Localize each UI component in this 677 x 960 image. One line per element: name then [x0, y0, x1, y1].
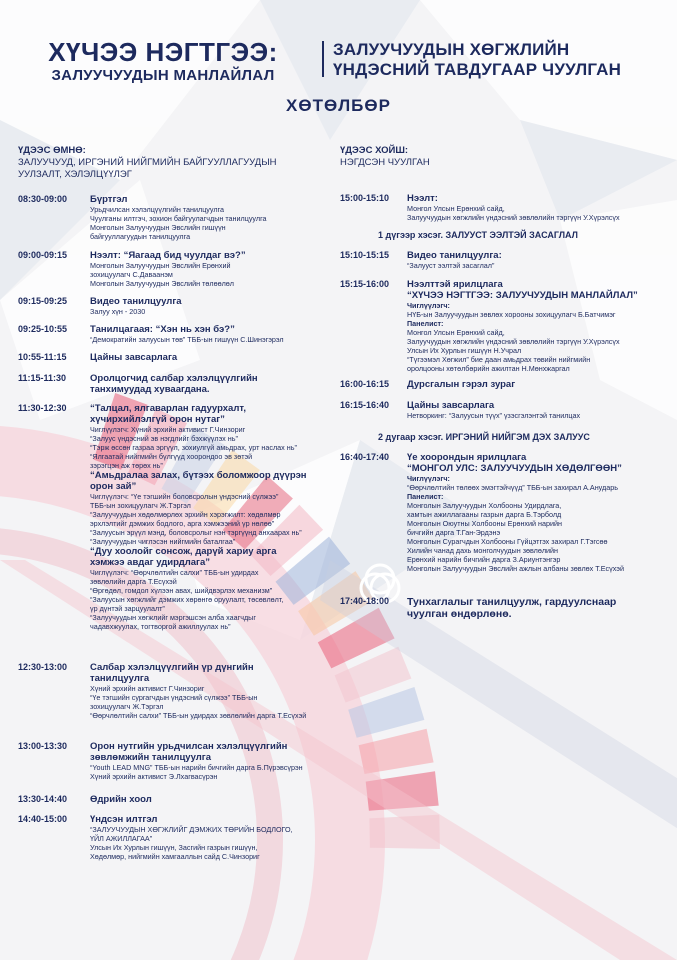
session-detail: зохицуулагч Ж.Тэргэл [90, 702, 164, 711]
session-block [90, 296, 182, 316]
session-detail: Панелист: [407, 319, 444, 328]
header-divider [322, 41, 324, 77]
time-slot: 15:10-15:15 [340, 250, 390, 260]
header-right-line1: ЗАЛУУЧУУДЫН ХӨГЖЛИЙН [333, 40, 570, 59]
header-title: ХҮЧЭЭ НЭГТГЭЭ: [48, 37, 278, 67]
session-title: “ХҮЧЭЭ НЭГТГЭЭ: ЗАЛУУЧУУДЫН МАНЛАЙЛАЛ” [407, 290, 638, 301]
session-title: орон зай” [90, 481, 137, 492]
session-detail: Урьдчилсан хэлэлцүүлгийн танилцуулга [90, 205, 224, 214]
session-detail: “Залуус үндэсний эв нэгдлийг бэхжүүлэх нь” [90, 434, 238, 443]
session-detail: үр дүнтэй зарцуулалт” [90, 604, 165, 613]
session-detail: Монгол Улсын Ерөнхий сайд, [407, 328, 505, 337]
header-right-line2: ҮНДЭСНИЙ ТАВДУГААР ЧУУЛГАН [333, 60, 622, 79]
section-line: УУЛЗАЛТ, ХЭЛЭЛЦҮҮЛЭГ [18, 169, 132, 180]
session-detail: зохицуулагч С.Даваанэм [90, 270, 173, 279]
session-detail: “Залуусын хөгжлийг дэмжих хөрөнгө оруулалт, төсөвлөлт, [90, 595, 284, 604]
session-detail: НҮБ-ын Залуучуудын зөвлөх хорооны зохицуулагч Б.Батчимэг [407, 310, 616, 319]
session-title: Цайны завсарлага [407, 400, 495, 411]
session-block [90, 814, 293, 861]
session-detail: Монголын Оюутны Холбооны Ерөнхий нарийн [407, 519, 562, 528]
session-detail: Ерөнхий нарийн бичгийн дарга З.Ариунтэнгэр [407, 555, 561, 564]
session-detail: Хөдөлмөр, нийгмийн хамгааллын сайд С.Чинзориг [90, 852, 260, 861]
session-title: Цайны завсарлага [90, 352, 178, 363]
session-title: Дурсгалын гэрэл зураг [407, 379, 516, 390]
session-detail: хамтын ажиллагааны газрын дарга Б.Тэрболд [407, 510, 562, 519]
session-title: хүчирхийлэлгүй орон нутаг” [90, 414, 225, 425]
time-slot: 08:30-09:00 [18, 194, 68, 204]
time-slot: 09:00-09:15 [18, 250, 68, 260]
session-detail: “Демократийн залуусын төв” ТББ-ын гишүүн С.Шинэгэрэл [90, 335, 284, 344]
section-label: ҮДЭЭС ХОЙШ: [340, 145, 409, 156]
session-detail: чадавхжуулах, тогтворгой ажиллуулах нь” [90, 622, 231, 631]
session-block [90, 794, 152, 805]
session-detail: “Youth LEAD MNG” ТББ-ын нарийн бичгийн дарга Б.Пүрэвсүрэн [90, 763, 303, 772]
session-title: “Амьдралаа залах, бүтээх боломжоор дүүрэн [90, 470, 307, 481]
session-detail: Улсын Их Хурлын гишүүн Н.Учрал [407, 346, 522, 355]
session-detail: Залуу хүн - 2030 [90, 307, 146, 316]
session-detail: оролцооны хөтөлбөрийн ажилтан Н.Мөнхжаргал [407, 364, 570, 373]
afternoon-section-heading [340, 145, 430, 169]
session-title: танилцуулга [90, 673, 150, 684]
session-detail: Монголын Залуучуудын Эвслийн ажлын албаны зөвлөх Т.Есүхэй [407, 564, 624, 573]
part-heading: 2 дугаар хэсэг. ИРГЭНИЙ НИЙГЭМ ДЭХ ЗАЛУУС [378, 432, 590, 442]
session-title: Нээлттэй ярилцлага [407, 279, 503, 290]
time-slot: 11:15-11:30 [18, 373, 67, 383]
time-slot: 13:00-13:30 [18, 741, 68, 751]
session-detail: Панелист: [407, 492, 444, 501]
session-detail: “Тэрж өссөн газраа эргүүл, зохиулгүй амьдрах, урт наслах нь” [90, 443, 297, 452]
session-detail: Монгол Улсын Ерөнхий сайд, [407, 204, 505, 213]
session-block [90, 403, 307, 631]
session-block [407, 452, 624, 573]
session-title: Салбар хэлэлцүүлгийн үр дүнгийн [90, 662, 254, 673]
session-detail: Чуулганы илтгэч, зохион байгуулагчдын танилцуулга [90, 214, 267, 223]
session-detail: Чиглүүлэгч: “Үе тэгшийн боловсролын үндэсний сүлжээ” [90, 492, 279, 501]
section-label: ҮДЭЭС ӨМНӨ: [18, 145, 86, 156]
time-slot: 10:55-11:15 [18, 352, 67, 362]
session-title: “МОНГОЛ УЛС: ЗАЛУУЧУУДЫН ХӨДӨЛГӨӨН” [407, 463, 622, 474]
session-title: Видео танилцуулга: [407, 250, 502, 261]
session-detail: “Залуучуудын хөгжлийг мэргэшсэн алба хаагчдыг [90, 613, 256, 622]
session-block [90, 250, 246, 288]
session-title: Тунхаглалыг танилцуулж, гардуулснаар [407, 596, 617, 608]
time-slot: 17:40-18:00 [340, 596, 390, 606]
session-detail: Нетворкинг: “Залуусын түүх” үзэсгэлэнтэй танилцах [407, 411, 581, 420]
session-detail: ҮЙЛ АЖИЛЛАГАА” [90, 834, 153, 843]
header-right [333, 40, 663, 80]
session-block [407, 193, 620, 222]
session-detail: Чиглүүлэгч: [407, 301, 450, 310]
session-detail: “Залуусын эрүүл мэнд, боловсролыг нэн тэргүүнд анхаарах нь” [90, 528, 302, 537]
session-detail: байгууллагуудын танилцуулга [90, 232, 191, 241]
session-block [407, 250, 502, 270]
session-title: “Талцал, ялгаварлан гадуурхалт, [90, 403, 246, 414]
session-block [90, 324, 284, 344]
session-title: Танилцагаая: “Хэн нь хэн бэ?” [90, 324, 235, 335]
section-line: НЭГДСЭН ЧУУЛГАН [340, 157, 430, 168]
session-block [407, 400, 580, 420]
session-detail: Монголын Залуучуудын Холбооны Удирдлага, [407, 501, 562, 510]
session-block [407, 379, 515, 390]
session-detail: Монголын Залуучуудын Эвслийн төлөөлөл [90, 279, 234, 288]
session-title: Нээлт: [407, 193, 438, 204]
time-slot: 11:30-12:30 [18, 403, 67, 413]
session-title: Орон нутгийн урьдчилсан хэлэлцүүлгийн [90, 741, 288, 752]
session-title: Нээлт: “Яагаад бид чуулдаг вэ?” [90, 250, 246, 261]
header-left [12, 38, 314, 85]
time-slot: 09:15-09:25 [18, 296, 68, 306]
session-detail: “Өөрчлөлтийн төлөөх эмэгтэйчүүд” ТББ-ын захирал А.Анударь [407, 483, 618, 492]
session-detail: Чиглүүлэгч: “Өөрчлөлтийн салхи” ТББ-ын удирдах [90, 568, 259, 577]
part-heading: 1 дүгээр хэсэг. ЗАЛУУСТ ЭЭЛТЭЙ ЗАСАГЛАЛ [378, 230, 578, 240]
session-detail: “Залуучуудын чиглэсэн нийгмийн баталгаа” [90, 537, 236, 546]
session-detail: эрхлэлтийг дэмжих бодлого, арга хэмжээний үр нөлөө” [90, 519, 275, 528]
session-detail: Улсын Их Хурлын гишүүн, Засгийн газрын гишүүн, [90, 843, 258, 852]
session-title: Видео танилцуулга [90, 296, 182, 307]
session-title: зөвлөмжийн танилцуулга [90, 752, 212, 763]
session-block [90, 194, 267, 241]
session-detail: Монголын Залуучуудын Эвслийн гишүүн [90, 223, 226, 232]
session-title: хэмжээ авдаг удирдлага” [90, 557, 211, 568]
session-detail: “Ялгаатай нийгмийн бүлгүүд хоорондоо эв зөтэй [90, 452, 253, 461]
session-title: Оролцогчид салбар хэлэлцүүлгийн [90, 373, 258, 384]
session-block [90, 373, 258, 395]
time-slot: 15:15-16:00 [340, 279, 390, 289]
time-slot: 09:25-10:55 [18, 324, 68, 334]
session-detail: “ЗАЛУУЧУУДЫН ХӨГЖЛИЙГ ДЭМЖИХ ТӨРИЙН БОДЛОГО, [90, 825, 293, 834]
session-detail: “Түгээмэл Хөгжил” бие даан амьдрах төвийн нийгмийн [407, 355, 591, 364]
session-detail: зөвлөлийн дарга Т.Есүхэй [90, 577, 177, 586]
session-detail: ТББ-ын зохицуулагч Ж.Тэргэл [90, 501, 191, 510]
session-detail: “Залуучуудын хөдөлмөрлөх эрхийн хэрэгжилт: хөдөлмөр [90, 510, 281, 519]
morning-section-heading [18, 145, 276, 181]
session-title: чуулган өндөрлөнө. [407, 608, 512, 620]
session-title: Үндсэн илтгэл [90, 814, 158, 825]
session-block [90, 662, 306, 720]
time-slot: 13:30-14:40 [18, 794, 68, 804]
session-detail: Залуучуудын хөгжлийн үндэсний зөвлөлийн тэргүүн У.Хүрэлсүх [407, 213, 620, 222]
session-block [90, 352, 177, 363]
session-title: “Дуу хоолойг сонсож, дарүй хариу арга [90, 546, 277, 557]
session-detail: Монголын Залуучуудын Эвслийн Ерөнхий [90, 261, 231, 270]
session-title: Үе хоорондын ярилцлага [407, 452, 527, 463]
time-slot: 16:40-17:40 [340, 452, 390, 462]
session-detail: Хүний эрхийн активист Э.Лхагвасүрэн [90, 772, 218, 781]
session-detail: Чиглүүлэгч: Хүний эрхийн активист Г.Чинзориг [90, 425, 246, 434]
session-detail: Хилийн чанад дахь монголчуудын зөвлөлийн [407, 546, 559, 555]
session-detail: зэрэгцэн аж төрөх нь” [90, 461, 163, 470]
session-title: танхимуудад хуваагдана. [90, 384, 210, 395]
session-detail: бичгийн дарга Т.Ган-Эрдэнэ [407, 528, 501, 537]
time-slot: 12:30-13:00 [18, 662, 68, 672]
session-block [407, 596, 616, 620]
session-detail: “Үе тэгшийн сургагчдын үндэсний сүлжээ” ТББ-ын [90, 693, 258, 702]
session-detail: “Өөрчлөлтийн салхи” ТББ-ын удирдах зөвлөлийн дарга Т.Есүхэй [90, 711, 307, 720]
session-detail: “Залууст ээлтэй засаглал” [407, 261, 495, 270]
time-slot: 16:15-16:40 [340, 400, 390, 410]
session-title: Бүртгэл [90, 194, 128, 205]
session-detail: “Өргөдөл, гомдол хүлээн авах, шийдвэрлэх механизм” [90, 586, 273, 595]
page-title: ХӨТӨЛБӨР [286, 96, 391, 115]
session-detail: Хүний эрхийн активист Г.Чинзориг [90, 684, 205, 693]
time-slot: 14:40-15:00 [18, 814, 68, 824]
session-title: Өдрийн хоол [90, 794, 152, 805]
session-block [407, 279, 638, 373]
section-line: ЗАЛУУЧУУД, ИРГЭНИЙ НИЙГМИЙН БАЙГУУЛЛАГУУДЫН [18, 157, 277, 168]
session-detail: Залуучуудын хөгжлийн үндэсний зөвлөлийн тэргүүн У.Хүрэлсүх [407, 337, 620, 346]
session-detail: Чиглүүлэгч: [407, 474, 450, 483]
header-subtitle: ЗАЛУУЧУУДЫН МАНЛАЙЛАЛ [51, 67, 275, 84]
time-slot: 16:00-16:15 [340, 379, 390, 389]
session-block [90, 741, 303, 781]
session-detail: Монголын Сурагчдын Холбооны Гүйцэтгэх захирал Г.Тэгсөө [407, 537, 608, 546]
time-slot: 15:00-15:10 [340, 193, 390, 203]
